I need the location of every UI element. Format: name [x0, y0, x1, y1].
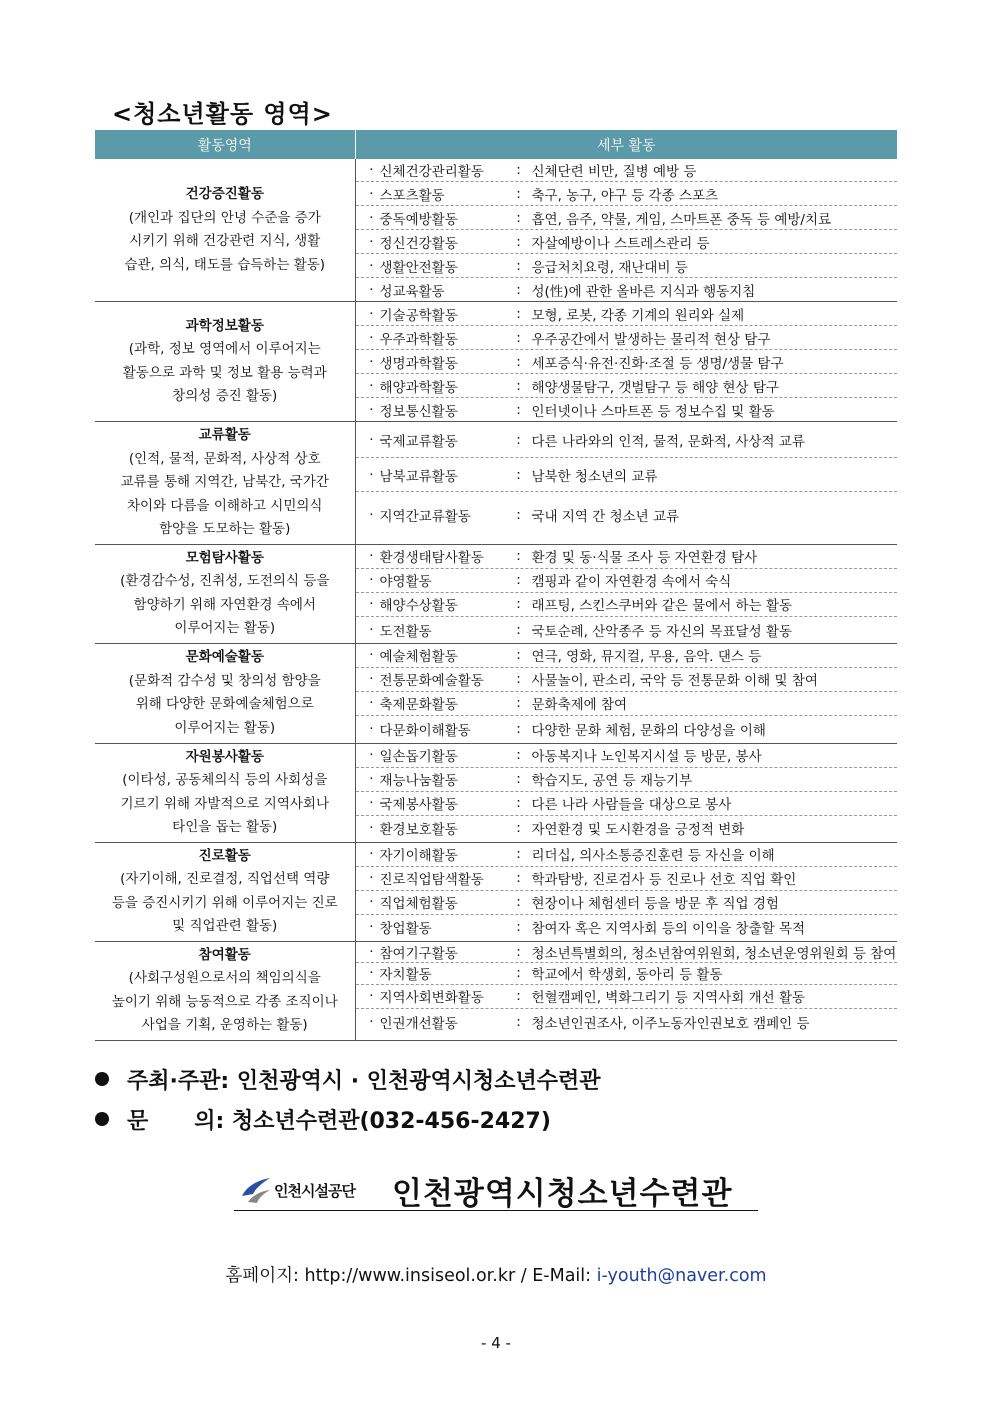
- activity-area-description: (개인과 집단의 안녕 수준을 증가: [128, 209, 321, 226]
- bullet-dot: ·: [369, 671, 374, 687]
- detail-activities-cell: [355, 544, 897, 643]
- activity-name: 생명과학활동: [379, 355, 458, 372]
- activity-description: 청소년인권조사, 이주노동자인권보호 캠페인 등: [531, 1016, 810, 1032]
- list-item: [356, 569, 898, 593]
- activity-description: 연극, 영화, 뮤지컬, 무용, 음악. 댄스 등: [531, 649, 762, 665]
- bullet-dot: ·: [369, 919, 374, 935]
- list-item: [356, 644, 898, 668]
- colon-separator: :: [516, 305, 521, 322]
- colon-separator: :: [516, 281, 521, 298]
- detail-activities-cell: [355, 422, 897, 545]
- activity-description: 현장이나 체험센터 등을 방문 후 직업 경험: [531, 896, 779, 912]
- bullet-dot: ·: [369, 257, 374, 274]
- activity-description: 해양생물탐구, 갯벌탐구 등 해양 현상 탐구: [531, 379, 779, 396]
- homepage-label: 홈페이지:: [225, 1266, 299, 1286]
- activity-area-name: 자원봉사활동: [185, 748, 264, 765]
- colon-separator: :: [516, 721, 521, 737]
- list-item: [356, 350, 898, 374]
- activity-area-description: (문화적 감수성 및 창의성 함양을: [128, 672, 321, 689]
- host-label: 주최·주관:: [127, 1069, 230, 1094]
- activity-name: 기술공학활동: [379, 307, 458, 324]
- activity-name: 신체건강관리활동: [379, 164, 484, 180]
- activity-description: 흡연, 음주, 약물, 게임, 스마트폰 중독 등 예방/치료: [531, 211, 832, 228]
- activity-area-description: 기르기 위해 자발적으로 지역사회나: [120, 795, 329, 812]
- activity-name: 자치활동: [379, 967, 432, 983]
- activity-description: 다른 나라와의 인적, 물적, 문화적, 사상적 교류: [531, 433, 805, 450]
- activity-name: 일손돕기활동: [379, 749, 458, 765]
- host-line: [95, 1064, 601, 1095]
- list-item: [356, 159, 898, 182]
- bullet-dot: ·: [369, 401, 374, 418]
- activity-name: 예술체험활동: [379, 649, 458, 665]
- page-number: - 4 -: [481, 1334, 511, 1352]
- activity-area-cell: [95, 743, 355, 842]
- activity-description: 아동복지나 노인복지시설 등 방문, 봉사: [531, 749, 762, 765]
- table-row: [95, 842, 897, 941]
- activity-name: 환경보호활동: [379, 822, 458, 838]
- list-item: [356, 891, 898, 915]
- activity-area-description: (자기이해, 진로결정, 직업선택 역량: [120, 871, 330, 887]
- activity-description: 우주공간에서 발생하는 물리적 현상 탐구: [531, 331, 771, 348]
- activity-area-description: (인적, 물적, 문화적, 사상적 상호: [128, 450, 321, 467]
- activity-name: 환경생태탐사활동: [379, 550, 484, 566]
- activity-name: 야영활동: [379, 574, 432, 590]
- activity-name: 도전활동: [379, 623, 432, 640]
- activity-description: 환경 및 동·식물 조사 등 자연환경 탐사: [531, 550, 758, 566]
- list-item: [356, 942, 898, 963]
- activity-name: 전통문화예술활동: [379, 673, 484, 689]
- colon-separator: :: [516, 747, 521, 763]
- bullet-dot: ·: [369, 281, 374, 298]
- bullet-icon: [95, 1072, 109, 1086]
- activity-area-description: (환경감수성, 진취성, 도전의식 등을: [120, 573, 330, 589]
- activity-description: 자살예방이나 스트레스관리 등: [531, 235, 710, 252]
- activity-name: 참여기구활동: [379, 945, 458, 962]
- activity-name: 창업활동: [379, 921, 432, 937]
- bullet-dot: ·: [369, 209, 374, 226]
- list-item: [356, 768, 898, 792]
- colon-separator: :: [516, 596, 521, 612]
- header-activity-area: 활동영역: [95, 130, 355, 159]
- detail-activities-cell: [355, 159, 897, 302]
- activity-name: 지역사회변화활동: [379, 990, 484, 1006]
- activity-area-cell: [95, 159, 355, 302]
- separator: /: [520, 1266, 527, 1286]
- colon-separator: :: [516, 431, 521, 448]
- list-item: [356, 278, 898, 301]
- activity-description: 남북한 청소년의 교류: [531, 468, 658, 485]
- activity-area-name: 참여활동: [198, 946, 251, 963]
- inquiry-line: [95, 1104, 551, 1135]
- bullet-dot: ·: [369, 894, 374, 910]
- list-item: [356, 744, 898, 768]
- activity-area-description: 이루어지는 활동): [174, 719, 276, 736]
- activity-name: 남북교류활동: [379, 468, 458, 485]
- table-row: [95, 544, 897, 643]
- bullet-dot: ·: [369, 795, 374, 811]
- activity-area-cell: [95, 544, 355, 643]
- activity-description: 다른 나라 사람들을 대상으로 봉사: [531, 797, 732, 813]
- colon-separator: :: [516, 257, 521, 274]
- activity-area-description: (이타성, 공동체의식 등의 사회성을: [122, 772, 328, 788]
- activity-description: 청소년특별회의, 청소년참여위원회, 청소년운영위원회 등 참여: [531, 945, 897, 962]
- activity-description: 신체단련 비만, 질병 예방 등: [531, 164, 697, 180]
- activity-area-description: 함양하기 위해 자연환경 속에서: [133, 596, 316, 613]
- colon-separator: :: [516, 466, 521, 483]
- email-link[interactable]: i-youth@naver.com: [596, 1266, 767, 1286]
- activity-name: 정신건강활동: [379, 235, 458, 252]
- inquiry-label: 문 의:: [127, 1109, 225, 1134]
- activity-area-description: 차이와 다름을 이해하고 시민의식: [127, 497, 323, 514]
- bullet-icon: [95, 1112, 109, 1126]
- detail-activities-cell: [355, 302, 897, 422]
- table-row: [95, 302, 897, 422]
- list-item: [356, 374, 898, 398]
- list-item: [356, 326, 898, 350]
- activity-description: 리더십, 의사소통증진훈련 등 자신을 이해: [531, 848, 775, 864]
- activity-description: 헌혈캠페인, 벽화그리기 등 지역사회 개선 활동: [531, 990, 806, 1006]
- activity-area-name: 문화예술활동: [185, 649, 264, 665]
- bullet-dot: ·: [369, 820, 374, 836]
- document-title: <청소년활동 영역>: [112, 100, 333, 128]
- bullet-dot: ·: [369, 329, 374, 346]
- list-item: [356, 545, 898, 569]
- colon-separator: :: [516, 233, 521, 250]
- inquiry-value: 청소년수련관(032-456-2427): [231, 1109, 551, 1134]
- colon-separator: :: [516, 209, 521, 226]
- bullet-dot: ·: [369, 988, 374, 1004]
- colon-separator: :: [516, 820, 521, 836]
- bullet-dot: ·: [369, 233, 374, 250]
- activity-name: 생활안전활동: [379, 259, 458, 276]
- table-body: [95, 159, 897, 1040]
- bullet-dot: ·: [369, 771, 374, 787]
- colon-separator: :: [516, 870, 521, 886]
- activity-name: 축제문화활동: [379, 697, 458, 713]
- list-item: [356, 617, 898, 643]
- colon-separator: :: [516, 506, 521, 523]
- list-item: [356, 206, 898, 230]
- activity-description: 세포증식·유전·진화·조절 등 생명/생물 탐구: [531, 355, 784, 372]
- bullet-dot: ·: [369, 377, 374, 394]
- list-item: [356, 843, 898, 867]
- detail-activities-cell: [355, 842, 897, 941]
- bullet-dot: ·: [369, 431, 374, 448]
- activity-description: 인터넷이나 스마트폰 등 정보수집 및 활동: [531, 403, 775, 420]
- list-item: [356, 716, 898, 743]
- activity-area-description: 창의성 증진 활동): [172, 388, 278, 404]
- colon-separator: :: [516, 919, 521, 935]
- activity-area-name: 모험탐사활동: [185, 549, 264, 566]
- bullet-dot: ·: [369, 695, 374, 711]
- list-item: [356, 492, 898, 537]
- activity-name: 지역간교류활동: [379, 508, 471, 525]
- swoosh-logo-icon: [238, 1174, 274, 1206]
- detail-activities-cell: [355, 941, 897, 1040]
- bullet-dot: ·: [369, 305, 374, 322]
- activity-area-description: 타인을 돕는 활동): [172, 819, 278, 835]
- detail-activities-cell: [355, 743, 897, 842]
- homepage-link[interactable]: http://www.insiseol.or.kr: [304, 1266, 516, 1286]
- activity-area-description: 위해 다양한 문화예술체험으로: [135, 696, 314, 712]
- activity-description: 성(性)에 관한 올바른 지식과 행동지침: [531, 283, 756, 300]
- colon-separator: :: [516, 185, 521, 202]
- colon-separator: :: [516, 572, 521, 588]
- bullet-dot: ·: [369, 621, 374, 638]
- colon-separator: :: [516, 965, 521, 981]
- activity-description: 응급처치요령, 재난대비 등: [531, 259, 688, 276]
- bullet-dot: ·: [369, 721, 374, 737]
- activity-description: 국토순례, 산악종주 등 자신의 목표달성 활동: [531, 623, 792, 640]
- table-row: [95, 643, 897, 743]
- activity-name: 우주과학활동: [379, 331, 458, 348]
- list-item: [356, 963, 898, 985]
- bullet-dot: ·: [369, 548, 374, 564]
- activity-area-cell: [95, 643, 355, 743]
- bullet-dot: ·: [369, 870, 374, 886]
- email-label: E-Mail:: [532, 1266, 592, 1286]
- colon-separator: :: [516, 695, 521, 711]
- activity-area-description: (과학, 정보 영역에서 이루어지는: [128, 341, 321, 357]
- bullet-dot: ·: [369, 846, 374, 862]
- activity-area-name: 진로활동: [198, 847, 251, 864]
- corp-name: 인천시설공단: [274, 1182, 355, 1200]
- activity-description: 축구, 농구, 야구 등 각종 스포츠: [531, 187, 719, 204]
- activity-description: 자연환경 및 도시환경을 긍정적 변화: [531, 822, 745, 838]
- activity-name: 중독예방활동: [379, 211, 458, 228]
- activity-name: 정보통신활동: [379, 403, 458, 420]
- header-detail-activity: 세부 활동: [355, 130, 897, 159]
- activity-area-description: 함양을 도모하는 활동): [159, 521, 291, 537]
- colon-separator: :: [516, 548, 521, 564]
- activity-description: 학교에서 학생회, 동아리 등 활동: [531, 967, 723, 983]
- activity-area-description: 및 직업관련 활동): [172, 918, 278, 934]
- bullet-dot: ·: [369, 506, 374, 523]
- bullet-dot: ·: [369, 162, 374, 178]
- bullet-dot: ·: [369, 596, 374, 612]
- list-item: [356, 254, 898, 278]
- colon-separator: :: [516, 353, 521, 370]
- colon-separator: :: [516, 1014, 521, 1030]
- activity-description: 국내 지역 간 청소년 교류: [531, 508, 680, 525]
- list-item: [356, 985, 898, 1009]
- list-item: [356, 867, 898, 891]
- colon-separator: :: [516, 988, 521, 1004]
- list-item: [356, 816, 898, 841]
- list-item: [356, 1009, 898, 1036]
- colon-separator: :: [516, 377, 521, 394]
- bullet-dot: ·: [369, 647, 374, 663]
- activity-description: 학습지도, 공연 등 재능기부: [531, 773, 693, 789]
- activity-area-description: 높이기 위해 능동적으로 각종 조직이나: [111, 993, 338, 1010]
- colon-separator: :: [516, 621, 521, 638]
- activity-area-cell: [95, 941, 355, 1040]
- colon-separator: :: [516, 671, 521, 687]
- list-item: [356, 182, 898, 206]
- bullet-dot: ·: [369, 466, 374, 483]
- activity-area-description: 등을 증진시키기 위해 이루어지는 진로: [111, 894, 338, 911]
- list-item: [356, 302, 898, 326]
- bullet-dot: ·: [369, 1014, 374, 1030]
- activity-name: 성교육활동: [379, 283, 445, 300]
- list-item: [356, 398, 898, 421]
- table-row: [95, 422, 897, 545]
- colon-separator: :: [516, 795, 521, 811]
- colon-separator: :: [516, 846, 521, 862]
- bullet-dot: ·: [369, 353, 374, 370]
- bullet-dot: ·: [369, 185, 374, 202]
- activity-name: 인권개선활동: [379, 1016, 458, 1032]
- institution-logo: [234, 1168, 758, 1211]
- institution-name: 인천광역시청소년수련관: [392, 1176, 733, 1212]
- colon-separator: :: [516, 943, 521, 960]
- homepage-line: [0, 1262, 992, 1287]
- bullet-dot: ·: [369, 747, 374, 763]
- activity-description: 학과탐방, 진로검사 등 진로나 선호 직업 확인: [531, 872, 797, 888]
- activity-description: 모형, 로봇, 각종 기계의 원리와 실제: [531, 307, 745, 324]
- list-item: [356, 422, 898, 458]
- activity-area-description: (사회구성원으로서의 책임의식을: [128, 970, 321, 986]
- activity-name: 진로직업탐색활동: [379, 872, 484, 888]
- detail-activities-cell: [355, 643, 897, 743]
- activity-description: 문화축제에 참여: [531, 697, 628, 713]
- list-item: [356, 915, 898, 940]
- activity-name: 해양수상활동: [379, 598, 458, 614]
- colon-separator: :: [516, 894, 521, 910]
- activity-area-cell: [95, 842, 355, 941]
- activity-description: 다양한 문화 체험, 문화의 다양성을 이해: [531, 723, 766, 739]
- host-value: 인천광역시 · 인천광역시청소년수련관: [236, 1069, 601, 1094]
- bullet-dot: ·: [369, 943, 374, 960]
- activity-area-description: 활동으로 과학 및 정보 활용 능력과: [122, 364, 327, 381]
- bullet-dot: ·: [369, 572, 374, 588]
- activity-area-name: 건강증진활동: [185, 186, 264, 202]
- activity-area-table: [95, 130, 897, 1041]
- colon-separator: :: [516, 647, 521, 663]
- activity-name: 다문화이해활동: [379, 723, 471, 739]
- activity-area-description: 습관, 의식, 태도를 습득하는 활동): [124, 256, 326, 273]
- activity-area-cell: [95, 422, 355, 545]
- list-item: [356, 458, 898, 492]
- activity-area-description: 사업을 기획, 운영하는 활동): [141, 1017, 308, 1033]
- list-item: [356, 792, 898, 816]
- table-row: [95, 743, 897, 842]
- list-item: [356, 692, 898, 716]
- colon-separator: :: [516, 162, 521, 178]
- activity-name: 해양과학활동: [379, 379, 458, 396]
- activity-name: 국제봉사활동: [379, 797, 458, 813]
- activity-area-name: 과학정보활동: [185, 317, 264, 334]
- activity-name: 자기이해활동: [379, 848, 458, 864]
- activity-area-description: 교류를 통해 지역간, 남북간, 국가간: [120, 474, 329, 490]
- activity-area-description: 이루어지는 활동): [174, 620, 276, 636]
- activity-description: 캠핑과 같이 자연환경 속에서 숙식: [531, 574, 732, 590]
- activity-description: 참여자 혹은 지역사회 등의 이익을 창출할 목적: [531, 921, 806, 937]
- bullet-dot: ·: [369, 965, 374, 981]
- activity-description: 래프팅, 스킨스쿠버와 같은 물에서 하는 활동: [531, 598, 792, 614]
- list-item: [356, 230, 898, 254]
- activity-area-description: 시키기 위해 건강관련 지식, 생활: [129, 233, 321, 249]
- list-item: [356, 593, 898, 617]
- activity-name: 국제교류활동: [379, 433, 458, 450]
- colon-separator: :: [516, 771, 521, 787]
- colon-separator: :: [516, 401, 521, 418]
- activity-description: 사물놀이, 판소리, 국악 등 전통문화 이해 및 참여: [531, 673, 818, 689]
- activity-name: 재능나눔활동: [379, 773, 458, 789]
- table-row: [95, 941, 897, 1040]
- table-row: [95, 159, 897, 302]
- list-item: [356, 668, 898, 692]
- activity-name: 스포츠활동: [379, 187, 445, 204]
- table-header-row: [95, 130, 897, 159]
- activity-name: 직업체험활동: [379, 896, 458, 912]
- activity-area-cell: [95, 302, 355, 422]
- colon-separator: :: [516, 329, 521, 346]
- activity-area-name: 교류활동: [198, 427, 251, 443]
